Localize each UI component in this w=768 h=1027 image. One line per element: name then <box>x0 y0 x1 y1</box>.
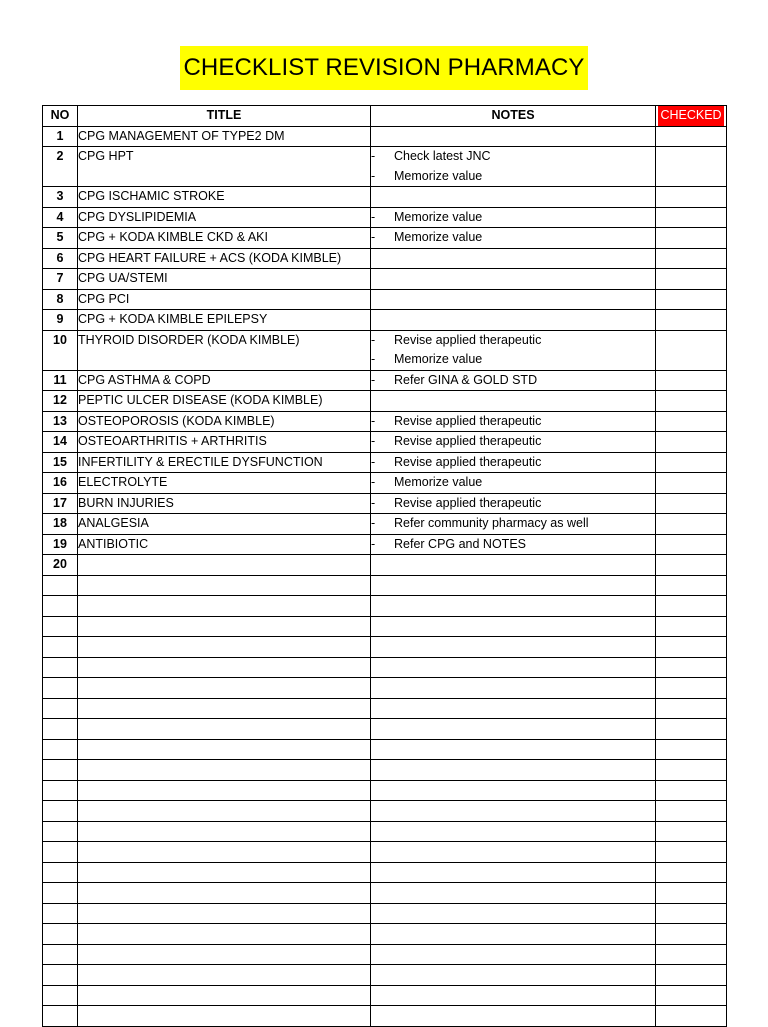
row-number: 12 <box>43 391 78 412</box>
row-notes <box>371 269 656 290</box>
row-number: 10 <box>43 330 78 370</box>
table-row <box>43 207 727 228</box>
row-checked-cell[interactable] <box>656 924 727 945</box>
note-bullet: - <box>371 434 376 448</box>
table-row <box>43 228 727 249</box>
row-title: CPG + KODA KIMBLE CKD & AKI <box>78 228 371 249</box>
note-text: Refer community pharmacy as well <box>394 516 589 530</box>
note-item <box>371 494 655 514</box>
row-title: CPG ISCHAMIC STROKE <box>78 187 371 208</box>
note-bullet: - <box>371 516 376 530</box>
row-checked-cell[interactable] <box>656 555 727 576</box>
row-title <box>78 924 371 945</box>
note-text: Memorize value <box>394 352 483 366</box>
row-number: 17 <box>43 493 78 514</box>
note-text: Memorize value <box>394 475 483 489</box>
row-notes <box>371 534 656 555</box>
row-title <box>78 862 371 883</box>
row-checked-cell[interactable] <box>656 678 727 699</box>
row-title: CPG DYSLIPIDEMIA <box>78 207 371 228</box>
row-checked-cell[interactable] <box>656 801 727 822</box>
row-title <box>78 596 371 617</box>
row-notes <box>371 187 656 208</box>
table-row <box>43 534 727 555</box>
note-bullet: - <box>371 332 376 347</box>
header-checked <box>656 106 727 127</box>
note-item <box>371 514 655 534</box>
row-title <box>78 985 371 1006</box>
row-title: BURN INJURIES <box>78 493 371 514</box>
note-bullet: - <box>371 454 376 469</box>
table-row <box>43 698 727 719</box>
row-number <box>43 924 78 945</box>
row-checked-cell[interactable] <box>656 760 727 781</box>
row-checked-cell[interactable] <box>656 637 727 658</box>
row-title <box>78 719 371 740</box>
table-row <box>43 514 727 535</box>
row-notes <box>371 575 656 596</box>
row-notes <box>371 432 656 453</box>
table-row <box>43 616 727 637</box>
row-number <box>43 698 78 719</box>
row-title: CPG PCI <box>78 289 371 310</box>
row-notes <box>371 228 656 249</box>
note-item <box>371 432 655 452</box>
note-bullet: - <box>371 495 376 510</box>
row-checked-cell[interactable] <box>656 780 727 801</box>
row-title <box>78 575 371 596</box>
row-number <box>43 944 78 965</box>
row-checked-cell[interactable] <box>656 821 727 842</box>
row-checked-cell[interactable] <box>656 698 727 719</box>
table-row <box>43 985 727 1006</box>
row-notes <box>371 821 656 842</box>
note-text: Check latest JNC <box>394 149 491 163</box>
note-item <box>371 208 655 228</box>
row-checked-cell[interactable] <box>656 985 727 1006</box>
note-text: Revise applied therapeutic <box>394 495 542 510</box>
note-text: Memorize value <box>394 230 483 244</box>
table-row <box>43 289 727 310</box>
row-notes <box>371 555 656 576</box>
table-row <box>43 147 727 187</box>
row-checked-cell[interactable] <box>656 493 727 514</box>
row-title: CPG MANAGEMENT OF TYPE2 DM <box>78 126 371 147</box>
note-bullet: - <box>371 372 376 387</box>
row-number: 13 <box>43 411 78 432</box>
row-checked-cell[interactable] <box>656 452 727 473</box>
note-item <box>371 473 655 493</box>
note-bullet: - <box>371 149 376 163</box>
row-title: CPG UA/STEMI <box>78 269 371 290</box>
row-checked-cell[interactable] <box>656 126 727 147</box>
row-number <box>43 678 78 699</box>
row-checked-cell[interactable] <box>656 391 727 412</box>
row-number <box>43 780 78 801</box>
row-notes <box>371 985 656 1006</box>
row-checked-cell[interactable] <box>656 862 727 883</box>
row-number <box>43 883 78 904</box>
note-item <box>371 350 655 370</box>
row-notes <box>371 698 656 719</box>
row-notes <box>371 842 656 863</box>
note-bullet: - <box>371 230 376 244</box>
row-notes <box>371 760 656 781</box>
table-row <box>43 330 727 370</box>
note-item <box>371 331 655 351</box>
row-notes <box>371 965 656 986</box>
row-notes <box>371 637 656 658</box>
note-item <box>371 371 655 391</box>
row-number <box>43 596 78 617</box>
table-row <box>43 432 727 453</box>
row-title <box>78 1006 371 1027</box>
note-item <box>371 412 655 432</box>
table-row <box>43 903 727 924</box>
table-row <box>43 944 727 965</box>
note-text: Refer GINA & GOLD STD <box>394 372 538 387</box>
table-row <box>43 187 727 208</box>
note-text: Revise applied therapeutic <box>394 454 542 469</box>
row-notes <box>371 903 656 924</box>
table-row <box>43 842 727 863</box>
row-notes <box>371 944 656 965</box>
table-row <box>43 678 727 699</box>
row-checked-cell[interactable] <box>656 147 727 187</box>
row-checked-cell[interactable] <box>656 473 727 494</box>
table-row <box>43 411 727 432</box>
row-checked-cell[interactable] <box>656 289 727 310</box>
row-title: CPG ASTHMA & COPD <box>78 370 371 391</box>
table-row <box>43 760 727 781</box>
row-number <box>43 965 78 986</box>
row-title <box>78 944 371 965</box>
table-row <box>43 473 727 494</box>
row-title <box>78 555 371 576</box>
row-title <box>78 965 371 986</box>
note-item <box>371 167 655 187</box>
note-bullet: - <box>371 209 376 224</box>
row-checked-cell[interactable] <box>656 310 727 331</box>
row-checked-cell[interactable] <box>656 944 727 965</box>
note-bullet: - <box>371 536 376 551</box>
note-item <box>371 147 655 167</box>
row-checked-cell[interactable] <box>656 883 727 904</box>
row-checked-cell[interactable] <box>656 187 727 208</box>
row-checked-cell[interactable] <box>656 719 727 740</box>
table-row <box>43 391 727 412</box>
note-text: Revise applied therapeutic <box>394 332 542 347</box>
table-row <box>43 657 727 678</box>
note-text: Memorize value <box>394 168 483 183</box>
row-notes <box>371 801 656 822</box>
table-row <box>43 862 727 883</box>
note-text: Revise applied therapeutic <box>394 434 542 448</box>
row-checked-cell[interactable] <box>656 228 727 249</box>
row-number: 5 <box>43 228 78 249</box>
row-notes <box>371 924 656 945</box>
row-title: OSTEOARTHRITIS + ARTHRITIS <box>78 432 371 453</box>
row-notes <box>371 719 656 740</box>
row-notes <box>371 370 656 391</box>
row-checked-cell[interactable] <box>656 842 727 863</box>
note-text: Refer CPG and NOTES <box>394 536 526 551</box>
row-title: ANTIBIOTIC <box>78 534 371 555</box>
row-checked-cell[interactable] <box>656 657 727 678</box>
row-number: 4 <box>43 207 78 228</box>
note-item <box>371 535 655 555</box>
row-checked-cell[interactable] <box>656 370 727 391</box>
row-number <box>43 862 78 883</box>
row-notes <box>371 678 656 699</box>
row-title <box>78 657 371 678</box>
row-title <box>78 678 371 699</box>
row-number: 11 <box>43 370 78 391</box>
row-title <box>78 801 371 822</box>
table-row <box>43 126 727 147</box>
row-number: 6 <box>43 248 78 269</box>
table-row <box>43 370 727 391</box>
row-checked-cell[interactable] <box>656 965 727 986</box>
row-number: 18 <box>43 514 78 535</box>
note-bullet: - <box>371 168 376 183</box>
row-title: CPG HEART FAILURE + ACS (KODA KIMBLE) <box>78 248 371 269</box>
row-title: ELECTROLYTE <box>78 473 371 494</box>
row-title: THYROID DISORDER (KODA KIMBLE) <box>78 330 371 370</box>
table-row <box>43 248 727 269</box>
row-notes <box>371 493 656 514</box>
row-title: PEPTIC ULCER DISEASE (KODA KIMBLE) <box>78 391 371 412</box>
row-number <box>43 842 78 863</box>
table-row <box>43 575 727 596</box>
row-checked-cell[interactable] <box>656 596 727 617</box>
row-notes <box>371 780 656 801</box>
row-number <box>43 760 78 781</box>
row-notes <box>371 739 656 760</box>
table-row <box>43 596 727 617</box>
row-notes <box>371 657 656 678</box>
row-title <box>78 883 371 904</box>
row-notes <box>371 248 656 269</box>
header-no: NO <box>43 106 78 127</box>
row-notes <box>371 126 656 147</box>
table-body <box>43 126 727 1026</box>
row-checked-cell[interactable] <box>656 534 727 555</box>
row-notes <box>371 514 656 535</box>
row-notes <box>371 862 656 883</box>
row-number <box>43 616 78 637</box>
row-number: 9 <box>43 310 78 331</box>
row-title <box>78 698 371 719</box>
row-notes <box>371 147 656 187</box>
row-title: INFERTILITY & ERECTILE DYSFUNCTION <box>78 452 371 473</box>
row-title <box>78 760 371 781</box>
row-title <box>78 903 371 924</box>
header-notes: NOTES <box>371 106 656 127</box>
row-notes <box>371 411 656 432</box>
note-item <box>371 453 655 473</box>
table-row <box>43 883 727 904</box>
page-title: CHECKLIST REVISION PHARMACY <box>180 46 587 90</box>
note-bullet: - <box>371 413 376 428</box>
row-title: CPG HPT <box>78 147 371 187</box>
row-checked-cell[interactable] <box>656 207 727 228</box>
row-number: 3 <box>43 187 78 208</box>
row-number <box>43 821 78 842</box>
row-title <box>78 739 371 760</box>
row-number <box>43 719 78 740</box>
table-row <box>43 965 727 986</box>
row-number: 1 <box>43 126 78 147</box>
note-text: Memorize value <box>394 209 483 224</box>
table-row <box>43 821 727 842</box>
table-row <box>43 801 727 822</box>
row-number <box>43 1006 78 1027</box>
row-number: 16 <box>43 473 78 494</box>
table-row <box>43 739 727 760</box>
row-notes <box>371 310 656 331</box>
row-number: 19 <box>43 534 78 555</box>
row-notes <box>371 473 656 494</box>
row-notes <box>371 289 656 310</box>
row-checked-cell[interactable] <box>656 616 727 637</box>
row-title: ANALGESIA <box>78 514 371 535</box>
note-text: Revise applied therapeutic <box>394 413 542 428</box>
row-number <box>43 903 78 924</box>
table-row <box>43 310 727 331</box>
table-row <box>43 780 727 801</box>
row-title: OSTEOPOROSIS (KODA KIMBLE) <box>78 411 371 432</box>
row-checked-cell[interactable] <box>656 411 727 432</box>
row-checked-cell[interactable] <box>656 1006 727 1027</box>
note-bullet: - <box>371 352 376 366</box>
checklist-table <box>42 105 727 1027</box>
table-row <box>43 719 727 740</box>
note-bullet: - <box>371 475 376 489</box>
row-checked-cell[interactable] <box>656 269 727 290</box>
table-row <box>43 555 727 576</box>
row-checked-cell[interactable] <box>656 432 727 453</box>
row-checked-cell[interactable] <box>656 739 727 760</box>
table-row <box>43 452 727 473</box>
row-notes <box>371 616 656 637</box>
row-checked-cell[interactable] <box>656 575 727 596</box>
row-notes <box>371 883 656 904</box>
note-item <box>371 228 655 248</box>
row-number <box>43 739 78 760</box>
row-number: 2 <box>43 147 78 187</box>
row-checked-cell[interactable] <box>656 903 727 924</box>
row-title <box>78 780 371 801</box>
row-title <box>78 637 371 658</box>
table-row <box>43 637 727 658</box>
row-number: 7 <box>43 269 78 290</box>
row-title <box>78 616 371 637</box>
row-notes <box>371 207 656 228</box>
row-number: 20 <box>43 555 78 576</box>
row-number <box>43 637 78 658</box>
row-checked-cell[interactable] <box>656 514 727 535</box>
row-title: CPG + KODA KIMBLE EPILEPSY <box>78 310 371 331</box>
row-notes <box>371 330 656 370</box>
table-row <box>43 493 727 514</box>
row-number: 8 <box>43 289 78 310</box>
table-row <box>43 924 727 945</box>
row-notes <box>371 1006 656 1027</box>
row-title <box>78 821 371 842</box>
row-notes <box>371 391 656 412</box>
table-row <box>43 269 727 290</box>
row-number <box>43 657 78 678</box>
header-row <box>43 106 727 127</box>
header-title: TITLE <box>78 106 371 127</box>
checked-badge: CHECKED <box>658 106 723 126</box>
row-number: 15 <box>43 452 78 473</box>
row-number: 14 <box>43 432 78 453</box>
row-checked-cell[interactable] <box>656 330 727 370</box>
row-number <box>43 575 78 596</box>
table-row <box>43 1006 727 1027</box>
row-title <box>78 842 371 863</box>
row-notes <box>371 596 656 617</box>
row-number <box>43 985 78 1006</box>
title-wrap <box>0 46 768 90</box>
row-checked-cell[interactable] <box>656 248 727 269</box>
row-number <box>43 801 78 822</box>
row-notes <box>371 452 656 473</box>
